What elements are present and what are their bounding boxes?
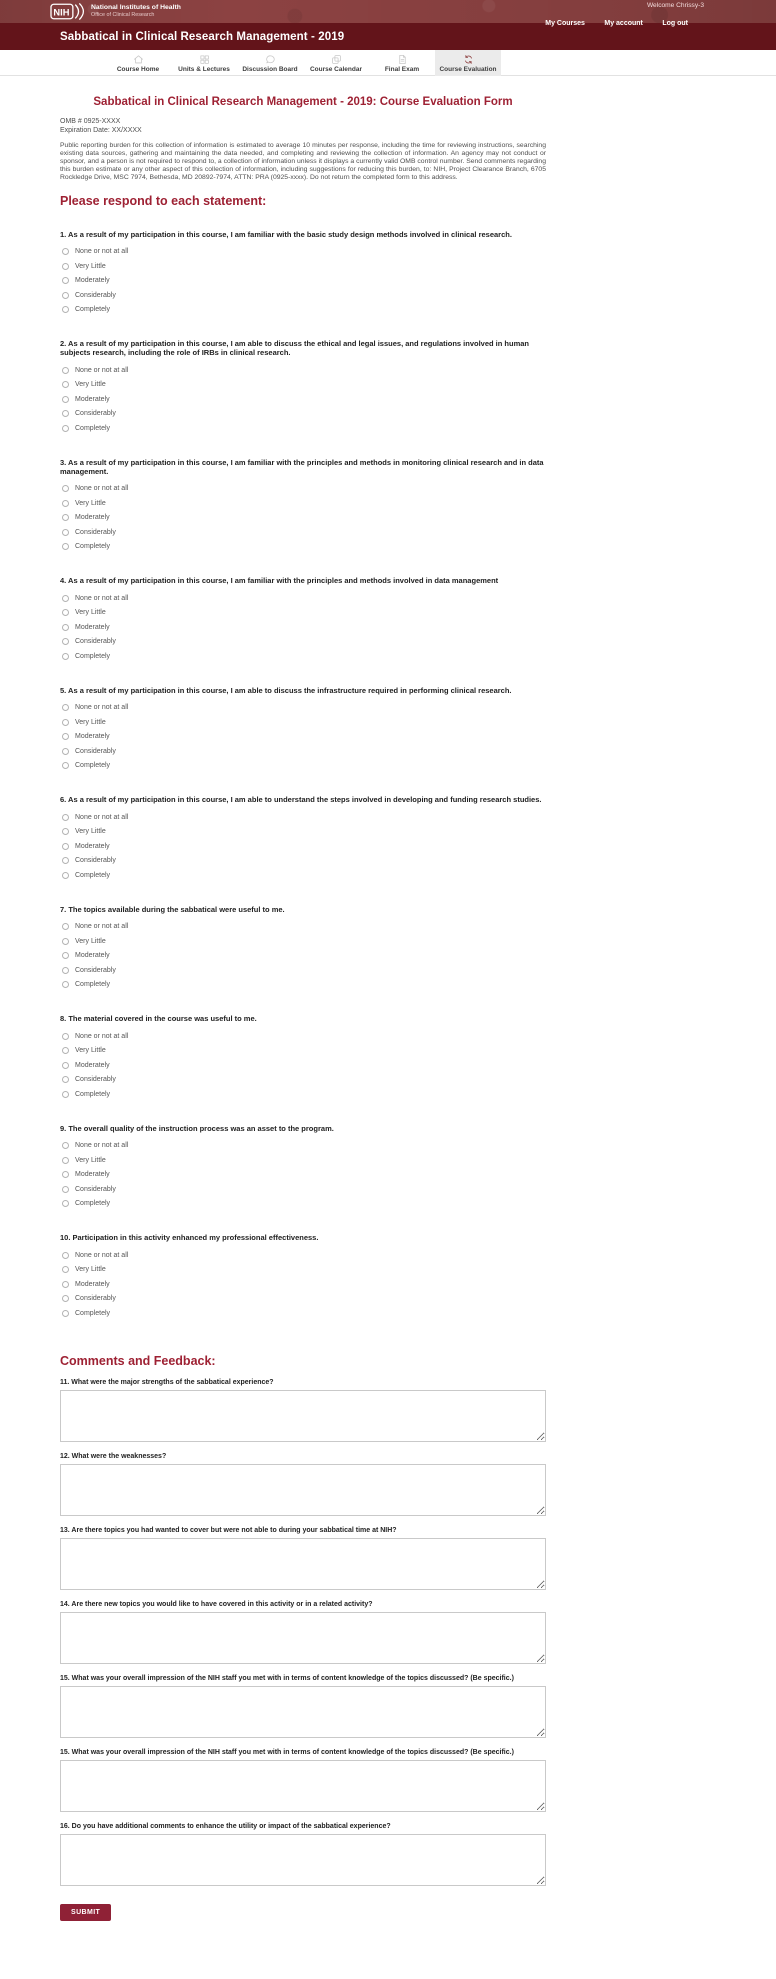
rating-option[interactable] — [60, 715, 546, 730]
rating-question — [60, 1014, 546, 1102]
option-label: Very Little — [75, 499, 106, 507]
option-label: None or not at all — [75, 1032, 129, 1040]
rating-option[interactable] — [60, 525, 546, 540]
radio-button[interactable] — [62, 410, 69, 417]
rating-option[interactable] — [60, 274, 546, 289]
tab-final-exam[interactable] — [369, 50, 435, 76]
comment-question-text: 12. What were the weaknesses? — [60, 1452, 167, 1460]
radio-button[interactable] — [62, 843, 69, 850]
rating-option[interactable] — [60, 963, 546, 978]
rating-option[interactable] — [60, 591, 546, 606]
tab-label: Final Exam — [384, 65, 420, 73]
omb-block — [60, 118, 546, 135]
radio-button[interactable] — [62, 1033, 69, 1040]
rating-option[interactable] — [60, 759, 546, 774]
option-label: None or not at all — [75, 248, 129, 256]
option-label: Very Little — [75, 1266, 106, 1274]
nih-logo-icon — [50, 3, 86, 20]
rating-option[interactable] — [60, 1073, 546, 1088]
comment-question — [60, 1452, 546, 1516]
tab-label: Discussion Board — [242, 65, 298, 73]
my-account-link[interactable]: My account — [604, 20, 643, 27]
tab-bar — [0, 50, 776, 76]
option-label: Very Little — [75, 262, 106, 270]
rating-option[interactable] — [60, 620, 546, 635]
radio-button[interactable] — [62, 733, 69, 740]
radio-button[interactable] — [62, 263, 69, 270]
comments-heading: Comments and Feedback: — [60, 1353, 216, 1368]
comment-question — [60, 1378, 546, 1442]
option-label: Very Little — [75, 1047, 106, 1055]
radio-button[interactable] — [62, 762, 69, 769]
question-text: 6. As a result of my participation in this course, I am able to understand the steps involved in developing and funding research studies. — [60, 795, 542, 805]
radio-button[interactable] — [62, 638, 69, 645]
rating-option[interactable] — [60, 1168, 546, 1183]
rating-question — [60, 230, 546, 318]
radio-button[interactable] — [62, 923, 69, 930]
page-title: Sabbatical in Clinical Research Management - 2019: Course Evaluation Form — [93, 96, 513, 108]
option-label: Considerably — [75, 1076, 116, 1084]
rating-option[interactable] — [60, 854, 546, 869]
rating-option[interactable] — [60, 1248, 546, 1263]
comment-textarea[interactable] — [60, 1834, 546, 1886]
option-label: Considerably — [75, 638, 116, 646]
comment-question-text: 13. Are there topics you had wanted to cover but were not able to during your sabbatical time at NIH? — [60, 1526, 397, 1534]
radio-button[interactable] — [62, 719, 69, 726]
tab-discussion-board[interactable] — [237, 50, 303, 76]
rating-option[interactable] — [60, 744, 546, 759]
comment-question-text: 14. Are there new topics you would like to have covered in this activity or in a related activity? — [60, 1600, 373, 1608]
question-text: 1. As a result of my participation in this course, I am familiar with the basic study design methods involved in clinical research. — [60, 229, 512, 239]
option-label: Completely — [75, 871, 111, 879]
refresh-icon — [463, 54, 474, 65]
option-label: Considerably — [75, 747, 116, 755]
rating-option[interactable] — [60, 496, 546, 511]
comment-question-text: 15. What was your overall impression of the NIH staff you met with in terms of content knowledge of the topics discussed? (Be specific.) — [60, 1674, 514, 1682]
radio-button[interactable] — [62, 938, 69, 945]
rating-option[interactable] — [60, 1263, 546, 1278]
option-label: Moderately — [75, 952, 110, 960]
radio-button[interactable] — [62, 277, 69, 284]
course-title: Sabbatical in Clinical Research Management - 2019 — [60, 30, 345, 43]
option-label: Moderately — [75, 733, 110, 741]
rating-question — [60, 1233, 546, 1321]
radio-button[interactable] — [62, 872, 69, 879]
radio-button[interactable] — [62, 514, 69, 521]
option-label: Very Little — [75, 1156, 106, 1164]
tab-label: Units & Lectures — [178, 65, 230, 73]
comment-question — [60, 1600, 546, 1664]
rating-option[interactable] — [60, 421, 546, 436]
radio-button[interactable] — [62, 1281, 69, 1288]
rating-option[interactable] — [60, 259, 546, 274]
option-label: Completely — [75, 652, 111, 660]
home-icon — [133, 54, 144, 65]
radio-button[interactable] — [62, 1295, 69, 1302]
rating-question — [60, 1124, 546, 1212]
rating-option[interactable] — [60, 1182, 546, 1197]
radio-button[interactable] — [62, 1076, 69, 1083]
radio-button[interactable] — [62, 1171, 69, 1178]
question-text: 4. As a result of my participation in this course, I am familiar with the principles and methods involved in data management — [60, 576, 499, 586]
radio-button[interactable] — [62, 952, 69, 959]
rating-option[interactable] — [60, 407, 546, 422]
radio-button[interactable] — [62, 306, 69, 313]
course-tabs — [60, 50, 546, 76]
grid-icon — [199, 54, 210, 65]
option-label: Very Little — [75, 828, 106, 836]
rating-questions — [60, 230, 546, 1321]
radio-button[interactable] — [62, 1091, 69, 1098]
comment-textarea[interactable] — [60, 1686, 546, 1738]
copy-calendar-icon — [331, 54, 342, 65]
rating-option[interactable] — [60, 1029, 546, 1044]
radio-button[interactable] — [62, 624, 69, 631]
rating-option[interactable] — [60, 825, 546, 840]
question-text: 10. Participation in this activity enhanced my professional effectiveness. — [60, 1233, 319, 1243]
option-label: Moderately — [75, 395, 110, 403]
rating-option[interactable] — [60, 1153, 546, 1168]
option-label: Completely — [75, 424, 111, 432]
rating-option[interactable] — [60, 392, 546, 407]
question-text: 9. The overall quality of the instruction process was an asset to the program. — [60, 1123, 334, 1133]
option-label: Completely — [75, 981, 111, 989]
comment-question-text: 11. What were the major strengths of the sabbatical experience? — [60, 1378, 274, 1386]
rating-question — [60, 339, 546, 436]
option-label: None or not at all — [75, 1142, 129, 1150]
radio-button[interactable] — [62, 500, 69, 507]
evaluation-form — [60, 96, 546, 1979]
option-label: Moderately — [75, 842, 110, 850]
welcome-text: Welcome Chrissy-3 — [646, 2, 704, 9]
comment-textarea[interactable] — [60, 1390, 546, 1442]
rating-option[interactable] — [60, 303, 546, 318]
option-label: None or not at all — [75, 1251, 129, 1259]
rating-option[interactable] — [60, 978, 546, 993]
option-label: Moderately — [75, 277, 110, 285]
question-text: 7. The topics available during the sabbatical were useful to me. — [60, 904, 285, 914]
question-text: 5. As a result of my participation in this course, I am able to discuss the infrastructure required in performing clinical research. — [60, 685, 512, 695]
submit-button[interactable]: SUBMIT — [60, 1904, 111, 1921]
option-label: Completely — [75, 1200, 111, 1208]
rating-question — [60, 686, 546, 774]
account-nav — [530, 12, 688, 30]
tab-course-evaluation[interactable] — [435, 50, 501, 76]
comment-question — [60, 1748, 546, 1812]
option-label: Very Little — [75, 718, 106, 726]
radio-button[interactable] — [62, 1157, 69, 1164]
rating-option[interactable] — [60, 245, 546, 260]
rating-option[interactable] — [60, 288, 546, 303]
radio-button[interactable] — [62, 396, 69, 403]
tab-label: Course Evaluation — [439, 65, 497, 73]
question-text: 3. As a result of my participation in this course, I am familiar with the principles and methods in monitoring clinical research and in data management. — [60, 457, 544, 476]
option-label: Considerably — [75, 1295, 116, 1303]
option-label: None or not at all — [75, 485, 129, 493]
radio-button[interactable] — [62, 704, 69, 711]
option-label: Completely — [75, 1090, 111, 1098]
rating-option[interactable] — [60, 920, 546, 935]
tab-label: Course Calendar — [309, 65, 363, 73]
rating-option[interactable] — [60, 363, 546, 378]
site-header — [0, 0, 776, 27]
option-label: Very Little — [75, 381, 106, 389]
radio-button[interactable] — [62, 828, 69, 835]
radio-button[interactable] — [62, 653, 69, 660]
option-label: Very Little — [75, 937, 106, 945]
tab-course-home[interactable] — [105, 50, 171, 76]
rating-option[interactable] — [60, 1292, 546, 1307]
rating-option[interactable] — [60, 1197, 546, 1212]
radio-button[interactable] — [62, 381, 69, 388]
rating-option[interactable] — [60, 378, 546, 393]
comment-textarea[interactable] — [60, 1538, 546, 1590]
option-label: Very Little — [75, 609, 106, 617]
radio-button[interactable] — [62, 595, 69, 602]
logout-link[interactable]: Log out — [662, 20, 688, 27]
option-label: Considerably — [75, 857, 116, 865]
rating-option[interactable] — [60, 868, 546, 883]
option-label: Considerably — [75, 1185, 116, 1193]
nih-logo[interactable] — [50, 3, 181, 20]
org-subtitle: Office of Clinical Research — [91, 12, 155, 19]
comment-textarea[interactable] — [60, 1464, 546, 1516]
option-label: None or not at all — [75, 923, 129, 931]
radio-button[interactable] — [62, 543, 69, 550]
radio-button[interactable] — [62, 292, 69, 299]
org-name: National Institutes of Health — [91, 4, 181, 12]
radio-button[interactable] — [62, 981, 69, 988]
rating-option[interactable] — [60, 839, 546, 854]
option-label: Completely — [75, 762, 111, 770]
option-label: Considerably — [75, 410, 116, 418]
option-label: Completely — [75, 543, 111, 551]
comment-textarea[interactable] — [60, 1760, 546, 1812]
option-label: None or not at all — [75, 594, 129, 602]
tab-label: Course Home — [116, 65, 160, 73]
rating-option[interactable] — [60, 1306, 546, 1321]
rating-option[interactable] — [60, 540, 546, 555]
rating-option[interactable] — [60, 1139, 546, 1154]
radio-button[interactable] — [62, 967, 69, 974]
rating-option[interactable] — [60, 649, 546, 664]
radio-button[interactable] — [62, 748, 69, 755]
rating-question — [60, 905, 546, 993]
radio-button[interactable] — [62, 529, 69, 536]
radio-button[interactable] — [62, 1252, 69, 1259]
rating-question — [60, 795, 546, 883]
option-label: Moderately — [75, 1171, 110, 1179]
respond-heading: Please respond to each statement: — [60, 193, 267, 208]
radio-button[interactable] — [62, 1186, 69, 1193]
comment-question-text: 16. Do you have additional comments to enhance the utility or impact of the sabbatical experience? — [60, 1822, 391, 1830]
radio-button[interactable] — [62, 1266, 69, 1273]
omb-number: OMB # 0925-XXXX — [60, 118, 121, 125]
rating-option[interactable] — [60, 606, 546, 621]
option-label: Moderately — [75, 1280, 110, 1288]
option-label: Considerably — [75, 291, 116, 299]
radio-button[interactable] — [62, 1200, 69, 1207]
radio-button[interactable] — [62, 1062, 69, 1069]
radio-button[interactable] — [62, 248, 69, 255]
comment-textarea[interactable] — [60, 1612, 546, 1664]
option-label: Considerably — [75, 528, 116, 536]
rating-option[interactable] — [60, 1277, 546, 1292]
tab-course-calendar[interactable] — [303, 50, 369, 76]
burden-statement: Public reporting burden for this collection of information is estimated to average 10 minutes per response, including the time for reviewing instructions, searching existing data sources, gathering and maintaining the data needed, and completing and reviewing the collection of information. An agency may not conduct or sponsor, and a person is not required to respond to, a collection of information unless it displays a currently valid OMB control number. Send comments regarding this burden estimate or any other aspect of this collection of information, including suggestions for reducing this burden, to: NIH, Project Clearance Branch, 6705 Rockledge Drive, MSC 7974, Bethesda, MD 20892-7974, ATTN: PRA (0925-xxxx). Do not return the completed form to this address. — [60, 142, 546, 181]
rating-option[interactable] — [60, 730, 546, 745]
option-label: Completely — [75, 1309, 111, 1317]
radio-button[interactable] — [62, 1047, 69, 1054]
rating-option[interactable] — [60, 934, 546, 949]
chat-icon — [265, 54, 276, 65]
rating-option[interactable] — [60, 1087, 546, 1102]
rating-option[interactable] — [60, 701, 546, 716]
comment-questions — [60, 1378, 546, 1886]
comment-question — [60, 1822, 546, 1886]
rating-question — [60, 576, 546, 664]
rating-option[interactable] — [60, 511, 546, 526]
comment-question — [60, 1526, 546, 1590]
radio-button[interactable] — [62, 814, 69, 821]
radio-button[interactable] — [62, 425, 69, 432]
rating-option[interactable] — [60, 810, 546, 825]
comment-question — [60, 1674, 546, 1738]
rating-option[interactable] — [60, 482, 546, 497]
option-label: Completely — [75, 306, 111, 314]
document-icon — [397, 54, 408, 65]
option-label: None or not at all — [75, 366, 129, 374]
comment-question-text: 15. What was your overall impression of the NIH staff you met with in terms of content knowledge of the topics discussed? (Be specific.) — [60, 1748, 514, 1756]
rating-option[interactable] — [60, 1044, 546, 1059]
radio-button[interactable] — [62, 367, 69, 374]
radio-button[interactable] — [62, 857, 69, 864]
option-label: None or not at all — [75, 813, 129, 821]
rating-question — [60, 458, 546, 555]
radio-button[interactable] — [62, 1142, 69, 1149]
tab-units-lectures[interactable] — [171, 50, 237, 76]
rating-option[interactable] — [60, 635, 546, 650]
rating-option[interactable] — [60, 949, 546, 964]
rating-option[interactable] — [60, 1058, 546, 1073]
option-label: Moderately — [75, 1061, 110, 1069]
option-label: None or not at all — [75, 704, 129, 712]
option-label: Considerably — [75, 966, 116, 974]
question-text: 2. As a result of my participation in this course, I am able to discuss the ethical and legal issues, and regulations involved in human subjects research, including the role of IRBs in clinical research. — [60, 339, 530, 358]
my-courses-link[interactable]: My Courses — [545, 20, 585, 27]
expiration-date: Expiration Date: XX/XXXX — [60, 126, 142, 134]
option-label: Moderately — [75, 514, 110, 522]
option-label: Moderately — [75, 623, 110, 631]
nih-acronym: NIH — [53, 7, 70, 18]
question-text: 8. The material covered in the course was useful to me. — [60, 1014, 257, 1024]
radio-button[interactable] — [62, 485, 69, 492]
radio-button[interactable] — [62, 1310, 69, 1317]
radio-button[interactable] — [62, 609, 69, 616]
